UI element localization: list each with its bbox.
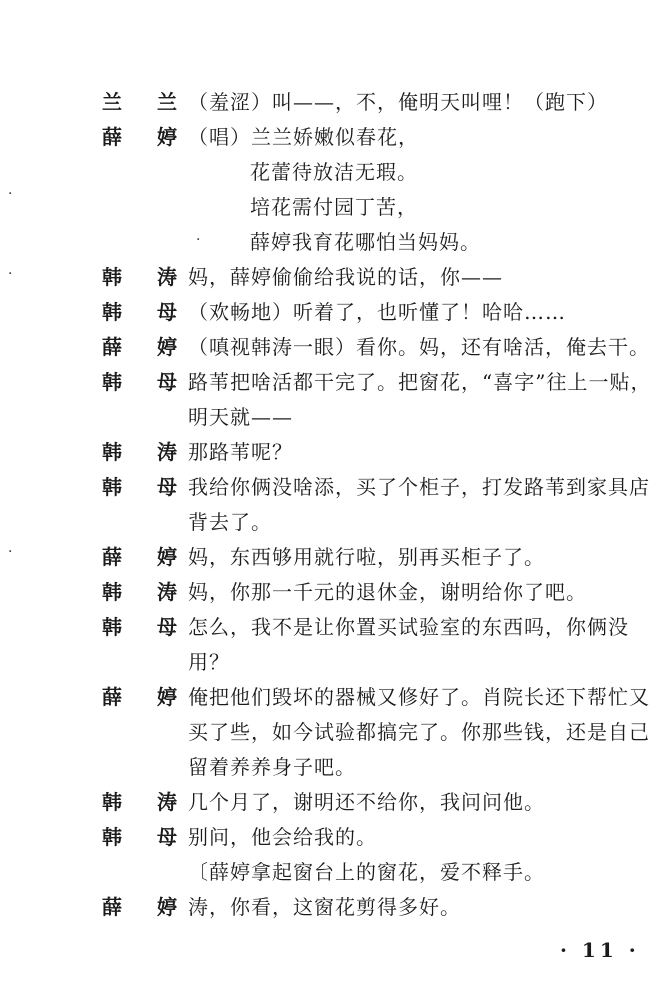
line-text: （唱）兰兰娇嫩似春花， xyxy=(188,125,419,149)
line-text: 那路苇呢？ xyxy=(188,440,293,464)
line-text: 花蕾待放洁无瑕。 xyxy=(250,160,418,184)
line-text: 妈，东西够用就行啦，别再买柜子了。 xyxy=(188,545,545,569)
speaker-name: 韩 涛 xyxy=(102,440,191,464)
speaker-name: 韩 涛 xyxy=(102,265,191,289)
line-text: 培花需付园丁苦， xyxy=(250,195,418,219)
line-text: 我给你俩没啥添，买了个柜子，打发路苇到家具店 xyxy=(188,475,650,499)
line-text: （欢畅地）听着了，也听懂了！哈哈…… xyxy=(188,300,566,324)
line-text: （羞涩）叫——，不，俺明天叫哩！（跑下） xyxy=(188,90,608,114)
speaker-name: 薛 婷 xyxy=(102,125,191,149)
speaker-name: 韩 母 xyxy=(102,475,191,499)
speaker-name: 兰 兰 xyxy=(102,90,191,114)
speaker-name: 韩 母 xyxy=(102,300,191,324)
line-text: 妈，你那一千元的退休金，谢明给你了吧。 xyxy=(188,580,587,604)
line-text: 妈，薛婷偷偷给我说的话，你—— xyxy=(188,265,503,289)
scan-speck: · xyxy=(8,186,13,202)
line-text: 明天就—— xyxy=(188,405,293,429)
line-text: 薛婷我育花哪怕当妈妈。 xyxy=(250,230,481,254)
speaker-name: 薛 婷 xyxy=(102,685,191,709)
line-text: 怎么，我不是让你置买试验室的东西吗，你俩没 xyxy=(188,615,629,639)
scan-speck: · xyxy=(196,232,201,248)
line-text: 别问，他会给我的。 xyxy=(188,825,377,849)
speaker-name: 韩 涛 xyxy=(102,580,191,604)
line-text: 俺把他们毁坏的器械又修好了。肖院长还下帮忙又 xyxy=(188,685,650,709)
line-text: 留着养养身子吧。 xyxy=(188,755,356,779)
line-text: 涛，你看，这窗花剪得多好。 xyxy=(188,895,461,919)
line-text: （嗔视韩涛一眼）看你。妈，还有啥活，俺去干。 xyxy=(188,335,650,359)
line-text: 用？ xyxy=(188,650,230,674)
speaker-name: 韩 母 xyxy=(102,370,191,394)
line-text: 〔薛婷拿起窗台上的窗花，爱不释手。 xyxy=(188,860,545,884)
speaker-name: 韩 涛 xyxy=(102,790,191,814)
scan-speck: · xyxy=(8,266,13,282)
speaker-name: 薛 婷 xyxy=(102,545,191,569)
page-number: · 11 · xyxy=(560,938,640,962)
line-text: 几个月了，谢明还不给你，我问问他。 xyxy=(188,790,545,814)
speaker-name: 薛 婷 xyxy=(102,335,191,359)
scan-speck: · xyxy=(8,544,13,560)
line-text: 路苇把啥活都干完了。把窗花，“喜字”往上一贴， xyxy=(188,370,652,394)
line-text: 买了些，如今试验都搞完了。你那些钱，还是自己 xyxy=(188,720,650,744)
speaker-name: 薛 婷 xyxy=(102,895,191,919)
speaker-name: 韩 母 xyxy=(102,615,191,639)
speaker-name: 韩 母 xyxy=(102,825,191,849)
line-text: 背去了。 xyxy=(188,510,272,534)
